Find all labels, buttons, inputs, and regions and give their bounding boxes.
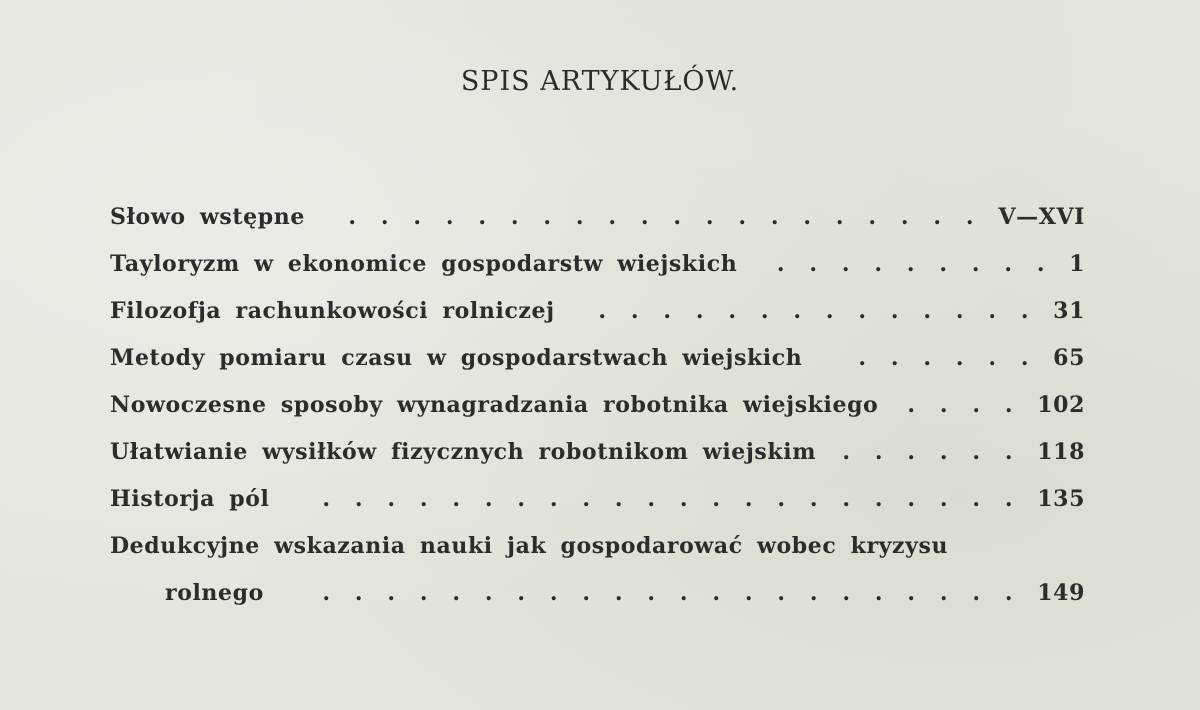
leader-dot: .: [868, 204, 877, 230]
leader-dot: .: [939, 392, 948, 418]
table-of-contents: [110, 194, 1085, 617]
toc-entry: [110, 523, 1085, 570]
leader-dot: .: [630, 298, 639, 324]
leader-dot: .: [842, 439, 851, 465]
toc-entry-page: 1: [1069, 251, 1085, 277]
toc-entry-title: Historja pól: [110, 486, 270, 512]
dot-leader: [586, 288, 1041, 335]
leader-dot: .: [705, 204, 714, 230]
leader-dot: .: [939, 580, 948, 606]
leader-dot: .: [809, 486, 818, 512]
leader-dot: .: [673, 204, 682, 230]
leader-dot: .: [478, 204, 487, 230]
leader-dot: .: [582, 580, 591, 606]
leader-dot: .: [598, 298, 607, 324]
toc-entry: [110, 335, 1085, 382]
toc-entry-title: Nowoczesne sposoby wynagradzania robotnika wiejskiego: [110, 392, 879, 418]
leader-dot: .: [803, 204, 812, 230]
leader-dot: .: [1004, 580, 1013, 606]
leader-dot: .: [510, 204, 519, 230]
toc-entry: [110, 194, 1085, 241]
dot-leader: [310, 476, 1025, 523]
leader-dot: .: [874, 486, 883, 512]
leader-dot: .: [874, 251, 883, 277]
leader-dot: .: [835, 204, 844, 230]
leader-dot: .: [614, 580, 623, 606]
leader-dot: .: [575, 204, 584, 230]
dot-leader: [765, 241, 1058, 288]
leader-dot: .: [413, 204, 422, 230]
leader-dot: .: [770, 204, 779, 230]
toc-entry-title: Ułatwianie wysiłków fizycznych robotnikom wiejskim: [110, 439, 817, 465]
leader-dot: .: [939, 486, 948, 512]
toc-entry-page: V—XVI: [998, 204, 1085, 230]
dot-leader: [336, 194, 986, 241]
leader-dot: .: [354, 486, 363, 512]
toc-entry-title: Filozofja rachunkowości rolniczej: [110, 298, 555, 324]
leader-dot: .: [858, 345, 867, 371]
toc-entry: [110, 382, 1085, 429]
leader-dot: .: [348, 204, 357, 230]
leader-dot: .: [517, 580, 526, 606]
leader-dot: .: [679, 486, 688, 512]
leader-dot: .: [988, 345, 997, 371]
toc-entry-page: 149: [1037, 580, 1085, 606]
leader-dot: .: [939, 439, 948, 465]
leader-dot: .: [1004, 486, 1013, 512]
leader-dot: .: [842, 580, 851, 606]
leader-dot: .: [890, 298, 899, 324]
leader-dot: .: [614, 486, 623, 512]
toc-entry-title: Metody pomiaru czasu w gospodarstwach wiejskich: [110, 345, 803, 371]
leader-dot: .: [1020, 298, 1029, 324]
dot-leader: [830, 429, 1025, 476]
toc-entry: [110, 429, 1085, 476]
leader-dot: .: [640, 204, 649, 230]
leader-dot: .: [907, 392, 916, 418]
leader-dot: .: [484, 486, 493, 512]
leader-dot: .: [841, 251, 850, 277]
leader-dot: .: [647, 486, 656, 512]
leader-dot: .: [445, 204, 454, 230]
leader-dot: .: [728, 298, 737, 324]
leader-dot: .: [387, 580, 396, 606]
leader-dot: .: [419, 486, 428, 512]
leader-dot: .: [322, 580, 331, 606]
leader-dot: .: [971, 251, 980, 277]
leader-dot: .: [1020, 345, 1029, 371]
leader-dot: .: [972, 580, 981, 606]
leader-dot: .: [380, 204, 389, 230]
leader-dot: .: [647, 580, 656, 606]
leader-dot: .: [549, 580, 558, 606]
toc-entry-continuation: [110, 570, 1085, 617]
leader-dot: .: [1036, 251, 1045, 277]
leader-dot: .: [543, 204, 552, 230]
toc-entry-page: 118: [1037, 439, 1085, 465]
leader-dot: .: [907, 580, 916, 606]
leader-dot: .: [322, 486, 331, 512]
leader-dot: .: [972, 486, 981, 512]
toc-entry-page: 102: [1037, 392, 1085, 418]
leader-dot: .: [549, 486, 558, 512]
leader-dot: .: [744, 486, 753, 512]
leader-dot: .: [517, 486, 526, 512]
leader-dot: .: [907, 439, 916, 465]
leader-dot: .: [1004, 439, 1013, 465]
leader-dot: .: [663, 298, 672, 324]
leader-dot: .: [387, 486, 396, 512]
leader-dot: .: [874, 439, 883, 465]
leader-dot: .: [965, 204, 974, 230]
toc-entry-page: 31: [1053, 298, 1085, 324]
leader-dot: .: [582, 486, 591, 512]
leader-dot: .: [1004, 251, 1013, 277]
leader-dot: .: [988, 298, 997, 324]
toc-entry-title: Dedukcyjne wskazania nauki jak gospodarować wobec kryzysu: [110, 533, 949, 559]
leader-dot: .: [955, 298, 964, 324]
leader-dot: .: [890, 345, 899, 371]
leader-dot: .: [712, 486, 721, 512]
toc-entry: [110, 476, 1085, 523]
leader-dot: .: [939, 251, 948, 277]
leader-dot: .: [452, 580, 461, 606]
dot-leader: [846, 335, 1041, 382]
toc-entry-title: Tayloryzm w ekonomice gospodarstw wiejskich: [110, 251, 738, 277]
leader-dot: .: [933, 204, 942, 230]
leader-dot: .: [484, 580, 493, 606]
leader-dot: .: [712, 580, 721, 606]
page-title: SPIS ARTYKUŁÓW.: [460, 66, 740, 97]
leader-dot: .: [738, 204, 747, 230]
leader-dot: .: [825, 298, 834, 324]
leader-dot: .: [900, 204, 909, 230]
toc-entry: [110, 241, 1085, 288]
leader-dot: .: [1004, 392, 1013, 418]
leader-dot: .: [907, 486, 916, 512]
leader-dot: .: [777, 580, 786, 606]
leader-dot: .: [874, 580, 883, 606]
dot-leader: [310, 570, 1025, 617]
leader-dot: .: [608, 204, 617, 230]
leader-dot: .: [809, 251, 818, 277]
leader-dot: .: [452, 486, 461, 512]
leader-dot: .: [858, 298, 867, 324]
toc-entry: [110, 288, 1085, 335]
toc-entry-title: rolnego: [165, 580, 264, 606]
leader-dot: .: [923, 345, 932, 371]
leader-dot: .: [923, 298, 932, 324]
leader-dot: .: [744, 580, 753, 606]
leader-dot: .: [842, 486, 851, 512]
dot-leader: [895, 382, 1025, 429]
leader-dot: .: [906, 251, 915, 277]
leader-dot: .: [419, 580, 428, 606]
toc-entry-page: 135: [1037, 486, 1085, 512]
leader-dot: .: [760, 298, 769, 324]
leader-dot: .: [354, 580, 363, 606]
toc-entry-page: 65: [1053, 345, 1085, 371]
toc-entry-title: Słowo wstępne: [110, 204, 305, 230]
leader-dot: .: [972, 439, 981, 465]
leader-dot: .: [695, 298, 704, 324]
leader-dot: .: [777, 486, 786, 512]
leader-dot: .: [776, 251, 785, 277]
leader-dot: .: [679, 580, 688, 606]
leader-dot: .: [809, 580, 818, 606]
leader-dot: .: [955, 345, 964, 371]
leader-dot: .: [972, 392, 981, 418]
leader-dot: .: [793, 298, 802, 324]
